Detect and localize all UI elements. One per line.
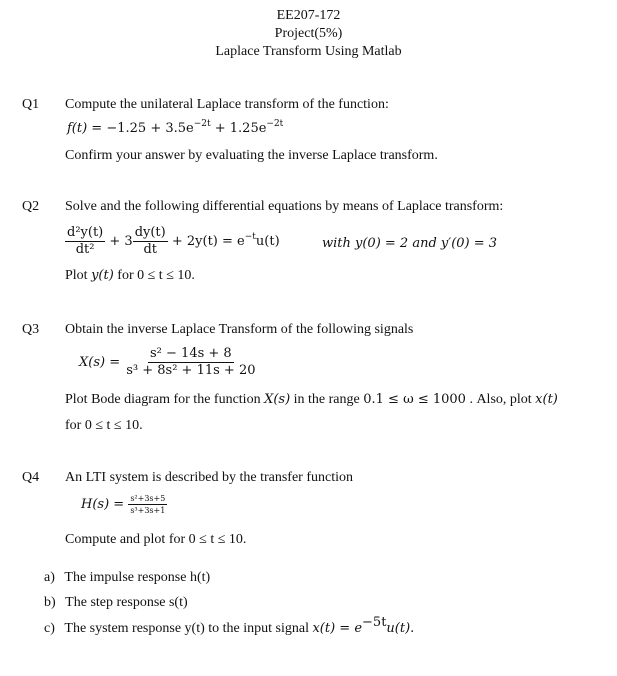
q2-rest-tail: u(t) bbox=[255, 234, 280, 249]
project-weight: Project(5%) bbox=[274, 26, 343, 41]
q4-item-a-marker: a) bbox=[44, 570, 55, 585]
q4-prompt: An LTI system is described by the transfer function bbox=[65, 470, 353, 485]
q2-frac2 bbox=[133, 226, 168, 257]
q4-item-a bbox=[44, 570, 210, 586]
q2-plus3: + 3 bbox=[105, 234, 133, 249]
q1-mid: + 1.25e bbox=[210, 121, 267, 136]
q2-equation bbox=[65, 226, 280, 257]
q1-function bbox=[67, 121, 283, 136]
q4-item-c-marker: c) bbox=[44, 621, 55, 636]
q2-frac1 bbox=[65, 226, 105, 257]
q1-prompt: Compute the unilateral Laplace transform of the function: bbox=[65, 97, 389, 112]
q3-bode-fn: X(s) bbox=[264, 392, 291, 407]
q2-frac1-den: dt² bbox=[75, 242, 95, 257]
q3-bode-range-prefix: in the range bbox=[290, 392, 364, 407]
q1-confirm: Confirm your answer by evaluating the inverse Laplace transform. bbox=[65, 148, 438, 163]
q3-lhs: X(s) = bbox=[79, 355, 125, 370]
q2-prompt: Solve and the following differential equations by means of Laplace transform: bbox=[65, 199, 504, 214]
q3-bode-range: 0.1 ≤ ω ≤ 1000 bbox=[363, 392, 466, 407]
q2-frac2-num: dy(t) bbox=[134, 225, 166, 240]
q4-item-a-text: The impulse response h(t) bbox=[64, 570, 211, 585]
q4-item-b bbox=[44, 595, 188, 611]
q3-bode-x: x(t) bbox=[535, 392, 558, 407]
q2-rest: + 2y(t) = e bbox=[167, 234, 245, 249]
q2-frac2-den: dt bbox=[143, 242, 157, 257]
q4-frac bbox=[128, 494, 167, 515]
q3-label: Q3 bbox=[22, 322, 40, 337]
q3-bode bbox=[65, 392, 558, 408]
q4-item-b-marker: b) bbox=[44, 595, 56, 610]
q4-item-c bbox=[44, 615, 415, 637]
q3-bode-also: . Also, plot bbox=[465, 392, 536, 407]
q2-frac1-num: d²y(t) bbox=[67, 225, 104, 240]
q3-den: s³ + 8s² + 11s + 20 bbox=[126, 363, 256, 378]
q4-item-b-text: The step response s(t) bbox=[65, 595, 188, 610]
course-code: EE207-172 bbox=[276, 8, 341, 23]
q2-plot-prefix: Plot bbox=[65, 268, 92, 283]
q2-conditions: with y(0) = 2 and y′(0) = 3 bbox=[322, 236, 498, 251]
q3-prompt: Obtain the inverse Laplace Transform of the following signals bbox=[65, 322, 414, 337]
q3-frac bbox=[124, 347, 257, 378]
q4-item-c-math: x(t) = e bbox=[312, 621, 363, 636]
q1-lhs: f(t) = bbox=[67, 121, 107, 136]
q4-compute: Compute and plot for 0 ≤ t ≤ 10. bbox=[65, 532, 247, 547]
q3-equation bbox=[79, 347, 258, 378]
q1-expr: −1.25 + 3.5e bbox=[106, 121, 194, 136]
q2-plot-for: for 0 ≤ t ≤ 10. bbox=[113, 268, 195, 283]
q4-label: Q4 bbox=[22, 470, 40, 485]
q4-lhs: H(s) = bbox=[81, 497, 129, 512]
q2-plot-var: y(t) bbox=[91, 268, 114, 283]
document-title: Laplace Transform Using Matlab bbox=[215, 44, 402, 59]
q3-bode-prefix: Plot Bode diagram for the function bbox=[65, 392, 265, 407]
q3-bode-for: for 0 ≤ t ≤ 10. bbox=[65, 418, 143, 433]
q4-den: s³+3s+1 bbox=[130, 506, 166, 515]
q1-exp1: −2t bbox=[193, 119, 211, 129]
q4-num: s²+3s+5 bbox=[130, 494, 166, 503]
q2-label: Q2 bbox=[22, 199, 40, 214]
q3-num: s² − 14s + 8 bbox=[150, 346, 232, 361]
q2-plot bbox=[65, 268, 195, 284]
q4-item-c-exp: −5t bbox=[362, 615, 387, 630]
q1-label: Q1 bbox=[22, 97, 40, 112]
q4-item-c-text: The system response y(t) to the input signal bbox=[64, 621, 313, 636]
q4-item-c-tail: u(t). bbox=[386, 621, 415, 636]
q4-equation bbox=[81, 494, 167, 515]
q1-exp2: −2t bbox=[266, 119, 284, 129]
q2-rest-exp: −t bbox=[244, 232, 256, 242]
